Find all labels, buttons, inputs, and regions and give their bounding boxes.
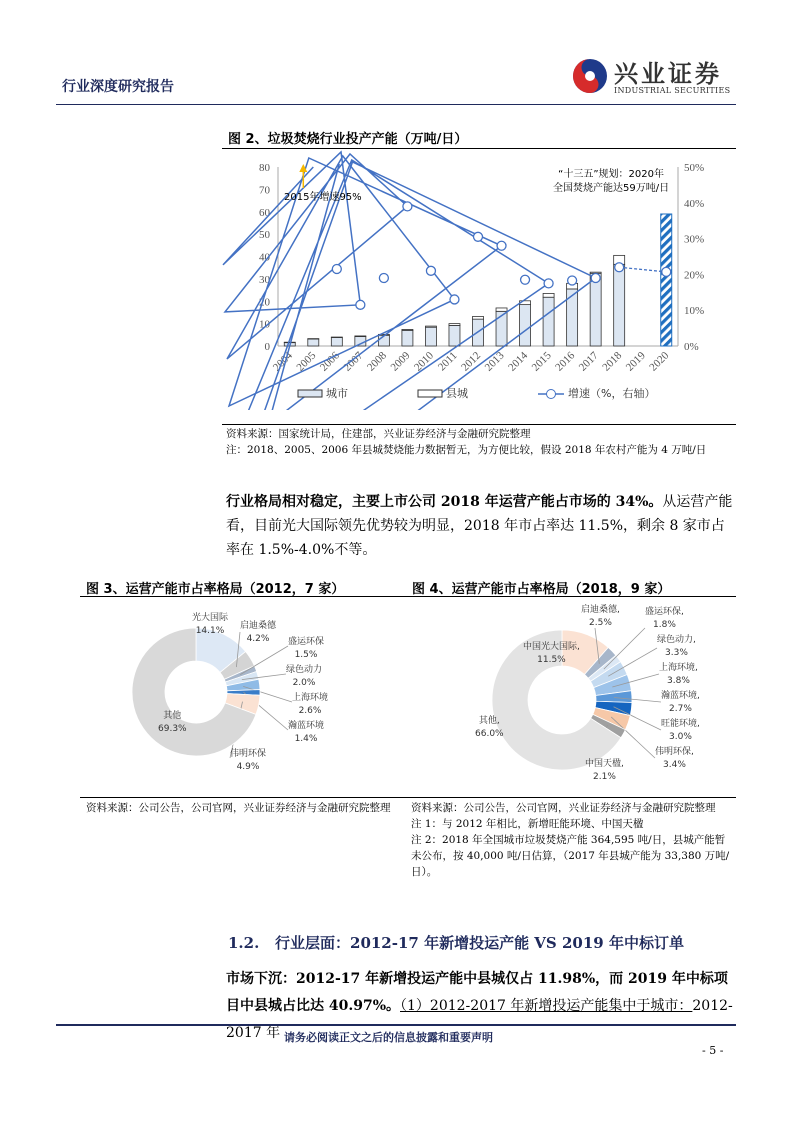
legend-county-swatch bbox=[418, 390, 442, 397]
growth-point bbox=[356, 300, 365, 309]
paragraph2-bold: 市场下沉：2012-17 年新增投运产能中县城仅占 11.98%，而 2019 年中标项目中县城占比达 40.97%。 bbox=[226, 971, 728, 1014]
growth-point bbox=[591, 273, 600, 282]
left-tick-label: 10 bbox=[259, 318, 270, 331]
annotation-plan-2020 bbox=[553, 168, 669, 196]
section-title: 行业层面：2012-17 年新增投运产能 VS 2019 年中标订单 bbox=[275, 934, 684, 952]
legend-city-swatch bbox=[298, 390, 322, 397]
x-tick-label: 2011 bbox=[435, 349, 460, 374]
x-tick-label: 2010 bbox=[412, 349, 437, 374]
company-logo bbox=[570, 52, 735, 102]
pie-label-name: 瀚蓝环境, bbox=[661, 691, 700, 701]
pie-label-value: 69.3% bbox=[158, 724, 187, 734]
pie-label bbox=[286, 664, 322, 690]
legend-county-label: 县城 bbox=[446, 387, 468, 400]
pie-label-value: 1.4% bbox=[294, 734, 318, 744]
growth-point bbox=[615, 263, 624, 272]
pie-label-name: 中国光大国际, bbox=[523, 642, 580, 652]
x-tick-label: 2006 bbox=[317, 349, 342, 374]
figure2-title: 图 2、垃圾焚烧行业投产产能（万吨/日） bbox=[228, 132, 468, 147]
bar-county bbox=[425, 326, 436, 327]
paragraph1-text: 从运营产能看，目前光大国际领先优势较为明显，2018 年市占率达 11.5%，剩余 8 家市占率在 1.5%-4.0%不等。 bbox=[226, 494, 733, 558]
pie-label-name: 上海环境, bbox=[659, 663, 698, 673]
x-tick-label: 2018 bbox=[600, 349, 625, 374]
paragraph2-text: 2012-2017 年 bbox=[226, 998, 733, 1041]
bar-city bbox=[331, 337, 342, 346]
footer-disclaimer: 请务必阅读正文之后的信息披露和重要声明 bbox=[284, 1031, 493, 1044]
pie-label-name: 伟明环保, bbox=[655, 747, 694, 757]
paragraph2-underlined: （1）2012-2017 年新增投运产能集中于城市： bbox=[400, 998, 693, 1014]
x-tick-label: 2007 bbox=[341, 349, 366, 374]
pie-label bbox=[288, 720, 324, 746]
growth-point bbox=[544, 279, 553, 288]
legend-city-label: 城市 bbox=[326, 387, 348, 400]
growth-point bbox=[662, 267, 671, 276]
right-tick-label: 50% bbox=[684, 162, 705, 174]
x-tick-label: 2005 bbox=[294, 349, 319, 374]
bar-city bbox=[378, 335, 389, 346]
x-tick-label: 2016 bbox=[553, 349, 578, 374]
bar-county bbox=[355, 336, 366, 337]
pie-label-value: 1.8% bbox=[653, 620, 676, 630]
section-number: 1.2. bbox=[228, 934, 260, 952]
left-tick-label: 80 bbox=[259, 162, 270, 174]
bar-city bbox=[543, 297, 554, 346]
figure3-source: 资料来源：公司公告，公司官网，兴业证券经济与金融研究院整理 bbox=[86, 802, 391, 814]
left-tick-label: 50 bbox=[259, 229, 270, 242]
right-tick-label: 30% bbox=[684, 233, 705, 246]
pie-label-name: 其他, bbox=[478, 716, 500, 726]
pie-label-value: 11.5% bbox=[537, 655, 566, 665]
bar-city bbox=[614, 264, 625, 346]
pie-label bbox=[585, 758, 624, 784]
pie-label-value: 2.5% bbox=[589, 618, 612, 628]
annotation-plan-line2: 全国焚烧产能达59万吨/日 bbox=[553, 183, 670, 194]
left-tick-label: 30 bbox=[259, 273, 270, 286]
pie-label bbox=[288, 636, 324, 662]
growth-point bbox=[379, 273, 388, 282]
bar-city bbox=[590, 273, 601, 346]
pie-label-name: 瀚蓝环境 bbox=[288, 721, 325, 731]
pie-label bbox=[655, 746, 694, 772]
pie-label bbox=[523, 641, 580, 667]
pie-label-value: 3.8% bbox=[667, 676, 690, 686]
figure2-source-block bbox=[226, 426, 736, 458]
bar-city bbox=[449, 325, 460, 346]
bar-county bbox=[402, 329, 413, 330]
pie-label-value: 2.6% bbox=[298, 706, 322, 716]
logo-cn: 兴业证券 bbox=[614, 60, 722, 88]
growth-point bbox=[403, 202, 412, 211]
growth-point bbox=[426, 266, 435, 275]
growth-point bbox=[521, 275, 530, 284]
left-tick-label: 60 bbox=[259, 206, 270, 219]
x-tick-label: 2009 bbox=[388, 349, 413, 374]
pie-label bbox=[661, 690, 700, 716]
page-number: - 5 - bbox=[702, 1044, 724, 1057]
pie-label-value: 1.5% bbox=[294, 650, 318, 660]
legend-growth-marker bbox=[547, 390, 556, 399]
figure4-source: 资料来源：公司公告，公司官网，兴业证券经济与金融研究院整理 bbox=[411, 802, 716, 814]
figure34-bottom-rule bbox=[80, 797, 736, 798]
pie-label-value: 66.0% bbox=[475, 729, 504, 739]
section-heading bbox=[228, 932, 684, 953]
figure4-note2: 注 2：2018 年全国城市垃圾焚烧产能 364,595 吨/日，县城产能暂未公布，按 40,000 吨/日估算，（2017 年县城产能为 33,380 万吨/日）。 bbox=[411, 834, 730, 878]
pie-label-name: 中国天楹, bbox=[585, 759, 624, 769]
pie-label bbox=[240, 620, 276, 646]
pie-label-name: 绿色动力 bbox=[286, 665, 323, 675]
annotation-growth-95: 2015年增速95% bbox=[284, 192, 362, 203]
bar-city bbox=[402, 330, 413, 346]
figure34-rule bbox=[80, 596, 736, 597]
pie-label bbox=[230, 748, 266, 774]
x-tick-label: 2008 bbox=[364, 349, 390, 374]
bar-county bbox=[473, 316, 484, 319]
pie-label-value: 2.7% bbox=[669, 704, 692, 714]
left-tick-label: 0 bbox=[264, 341, 270, 353]
pie-label bbox=[661, 718, 700, 744]
pie-label-name: 盛运环保, bbox=[645, 607, 684, 617]
pie-label-name: 绿色动力, bbox=[657, 635, 696, 645]
pie-label bbox=[581, 604, 620, 630]
pie-label bbox=[192, 612, 228, 638]
growth-point bbox=[474, 232, 483, 241]
logo-emblem-icon bbox=[570, 56, 610, 96]
pie-label bbox=[645, 606, 684, 632]
figure4-source-block bbox=[411, 800, 733, 880]
bar-county bbox=[496, 308, 507, 311]
right-tick-label: 40% bbox=[684, 197, 705, 210]
x-tick-label: 2012 bbox=[459, 349, 484, 374]
right-tick-label: 20% bbox=[684, 269, 705, 282]
right-tick-label: 10% bbox=[684, 305, 705, 318]
growth-point bbox=[568, 276, 577, 285]
report-type: 行业深度研究报告 bbox=[62, 79, 174, 95]
figure2-note: 注：2018、2005、2006 年县城焚烧能力数据暂无，为方便比较，假设 2018 年农村产能为 4 万吨/日 bbox=[226, 444, 707, 456]
figure3-title: 图 3、运营产能市占率格局（2012，7 家） bbox=[86, 582, 345, 597]
figure2-bottom-rule bbox=[222, 424, 736, 425]
x-tick-label: 2004 bbox=[270, 349, 295, 374]
footer-rule bbox=[56, 1024, 736, 1026]
pie-label bbox=[659, 662, 698, 688]
x-tick-label: 2014 bbox=[506, 349, 531, 374]
pie-label-name: 盛运环保 bbox=[288, 637, 325, 647]
pie-label-name: 上海环境 bbox=[292, 693, 329, 703]
pie-label-value: 2.1% bbox=[593, 772, 616, 782]
left-tick-label: 70 bbox=[259, 184, 270, 197]
annotation-plan-line1: “十三五”规划：2020年 bbox=[558, 169, 664, 180]
paragraph1-bold: 行业格局相对稳定，主要上市公司 2018 年运营产能占市场的 34%。 bbox=[226, 494, 663, 510]
right-tick-label: 0% bbox=[684, 341, 699, 353]
pie-label-value: 3.4% bbox=[663, 760, 686, 770]
pie-label bbox=[292, 692, 328, 718]
pie-label-value: 4.2% bbox=[246, 634, 270, 644]
bar-2020-target bbox=[661, 214, 672, 346]
x-tick-label: 2020 bbox=[647, 349, 672, 374]
bar-county bbox=[543, 293, 554, 297]
pie-label-value: 3.0% bbox=[669, 732, 692, 742]
legend-growth-label: 增速（%，右轴） bbox=[568, 387, 656, 400]
pie-label-name: 伟明环保 bbox=[230, 749, 267, 759]
paragraph-market-structure bbox=[226, 490, 736, 562]
bar-city bbox=[308, 339, 319, 346]
pie-label-name: 旺能环境, bbox=[661, 719, 700, 729]
pie-label-value: 2.0% bbox=[292, 678, 316, 688]
x-tick-label: 2017 bbox=[576, 349, 601, 374]
pie-label-name: 光大国际 bbox=[192, 613, 229, 623]
left-tick-label: 40 bbox=[259, 251, 270, 264]
x-tick-label: 2015 bbox=[529, 349, 554, 374]
pie-label bbox=[475, 715, 504, 741]
pie-label-value: 14.1% bbox=[195, 626, 225, 636]
growth-line-projected bbox=[619, 267, 666, 272]
growth-point bbox=[332, 265, 341, 274]
pie-label bbox=[657, 634, 696, 660]
bar-county bbox=[449, 324, 460, 326]
growth-point bbox=[497, 241, 506, 250]
x-tick-label: 2013 bbox=[482, 349, 507, 374]
bar-city bbox=[425, 327, 436, 346]
figure4-note1: 注 1：与 2012 年相比，新增旺能环境、中国天楹 bbox=[411, 818, 644, 830]
left-tick-label: 20 bbox=[259, 296, 270, 309]
growth-point bbox=[450, 295, 459, 304]
pie-label-name: 其他 bbox=[163, 711, 182, 721]
pie-label-value: 4.9% bbox=[236, 762, 260, 772]
figure2-rule bbox=[222, 148, 736, 149]
pie-label-value: 3.3% bbox=[665, 648, 688, 658]
bar-city bbox=[520, 305, 531, 346]
figure4-title: 图 4、运营产能市占率格局（2018，9 家） bbox=[412, 582, 671, 597]
figure2-source: 资料来源：国家统计局，住建部，兴业证券经济与金融研究院整理 bbox=[226, 428, 531, 440]
pie-label bbox=[158, 710, 187, 736]
pie-label-name: 启迪桑德 bbox=[240, 621, 277, 631]
pie-label-name: 启迪桑德, bbox=[581, 605, 620, 615]
logo-en: INDUSTRIAL SECURITIES bbox=[614, 86, 731, 95]
x-tick-label: 2019 bbox=[623, 349, 648, 374]
header-rule bbox=[56, 104, 736, 105]
